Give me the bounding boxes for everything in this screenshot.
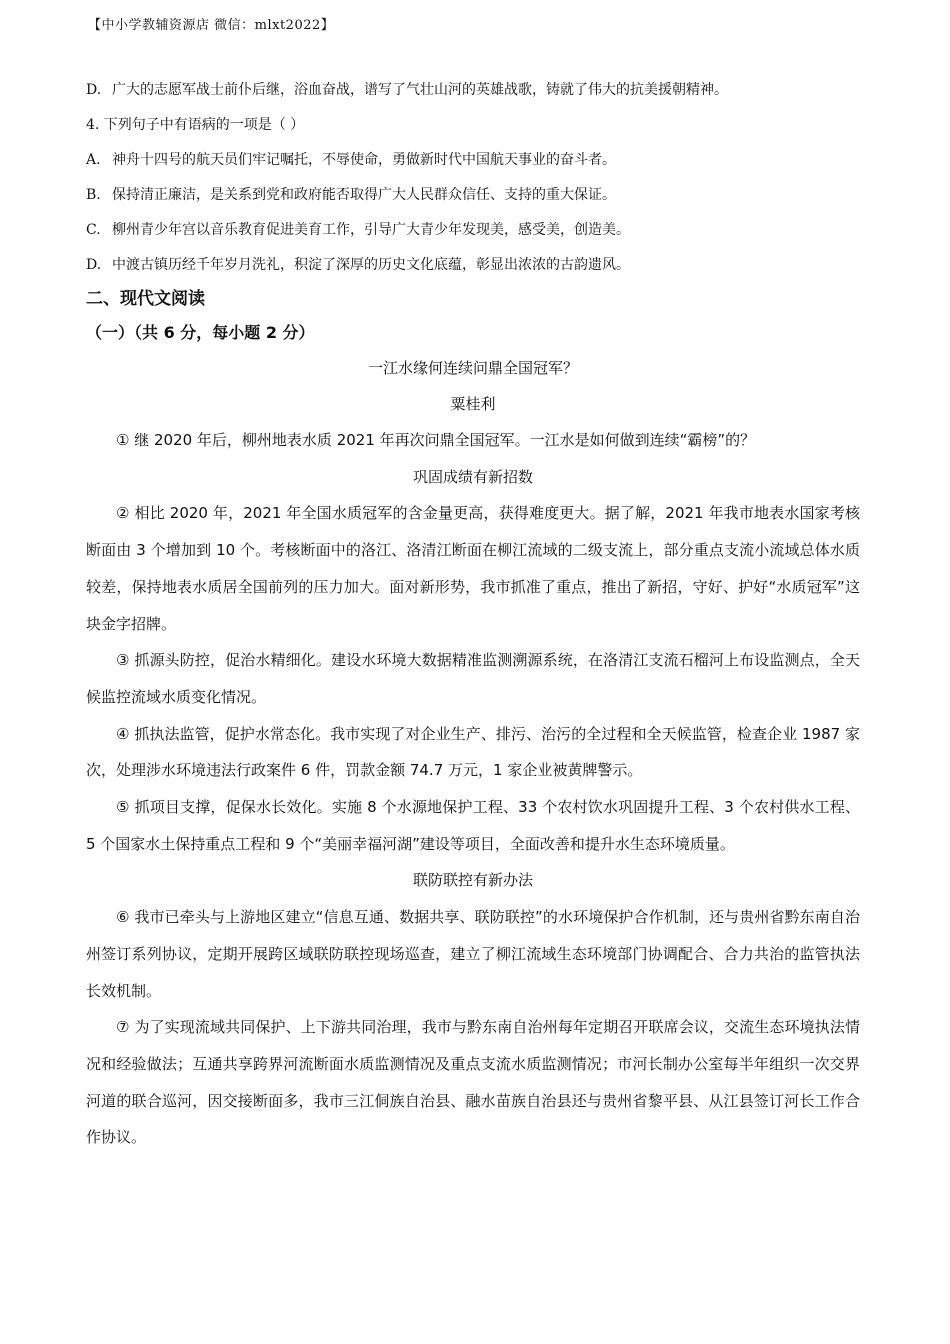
option-text: 柳州青少年宫以音乐教育促进美育工作，引导广大青少年发现美，感受美，创造美。	[112, 222, 630, 238]
option-text: 中渡古镇历经千年岁月洗礼，积淀了深厚的历史文化底蕴，彰显出浓浓的古韵遗风。	[112, 257, 630, 273]
option-letter: C.	[86, 222, 101, 238]
article-paragraph-2: ② 相比 2020 年，2021 年全国水质冠军的含金量更高，获得难度更大。据了解，2021 年我市地表水国家考核断面由 3 个增加到 10 个。考核断面中的洛江、洛清江断面在柳江流域的二级支流上，部分重点支流小流域总体水质较差，保持地表水质居全国前列的压力加大。面对新形势，我市抓准了重点，推出了新招，守好、护好“水质冠军”这块金字招牌。	[86, 504, 860, 633]
document-body	[86, 80, 860, 1156]
question-4-option-b	[86, 185, 860, 205]
article-author: 粟桂利	[450, 395, 496, 413]
question-4-option-a	[86, 150, 860, 170]
option-letter: D.	[86, 82, 102, 98]
article-paragraph-7: ⑦ 为了实现流域共同保护、上下游共同治理，我市与黔东南自治州每年定期召开联席会议，交流生态环境执法情况和经验做法；互通共享跨界河流断面水质监测情况及重点支流水质监测情况；市河长制办公室每半年组织一次交界河道的联合巡河，因交接断面多，我市三江侗族自治县、融水苗族自治县还与贵州省黎平县、从江县签订河长工作合作协议。	[86, 1018, 860, 1147]
option-text: 保持清正廉洁，是关系到党和政府能否取得广大人民群众信任、支持的重大保证。	[112, 187, 616, 203]
page-header: 【中小学教辅资源店 微信：mlxt2022】	[88, 18, 335, 33]
question-4-stem: 4. 下列句子中有语病的一项是（ ）	[86, 117, 305, 133]
article-paragraph-5: ⑤ 抓项目支撑，促保水长效化。实施 8 个水源地保护工程、33 个农村饮水巩固提升工程、3 个农村供水工程、5 个国家水土保持重点工程和 9 个“美丽幸福河湖”建设等项目，全面改善和提升水生态环境质量。	[86, 798, 860, 853]
option-letter: B.	[86, 187, 101, 203]
article-paragraph-1: ① 继 2020 年后，柳州地表水质 2021 年再次问鼎全国冠军。一江水是如何做到连续“霸榜”的？	[116, 431, 756, 449]
article-title: 一江水缘何连续问鼎全国冠军？	[367, 359, 578, 377]
article-heading-1: 巩固成绩有新招数	[412, 467, 533, 486]
section-subtitle: （一）（共 6 分，每小题 2 分）	[86, 323, 315, 342]
article-heading-2: 联防联控有新办法	[412, 871, 533, 890]
article-paragraph-6: ⑥ 我市已牵头与上游地区建立“信息互通、数据共享、联防联控”的水环境保护合作机制，还与贵州省黔东南自治州签订系列协议，定期开展跨区域联防联控现场巡查，建立了柳江流域生态环境部门协调配合、合力共治的监管执法长效机制。	[86, 908, 860, 1000]
question-4-option-c	[86, 220, 860, 240]
option-text: 神舟十四号的航天员们牢记嘱托，不辱使命，勇做新时代中国航天事业的奋斗者。	[112, 152, 616, 168]
article-paragraph-3: ③ 抓源头防控，促治水精细化。建设水环境大数据精准监测溯源系统，在洛清江支流石榴河上布设监测点，全天候监控流域水质变化情况。	[86, 651, 860, 706]
prev-question-option-d	[86, 80, 860, 100]
option-letter: A.	[86, 152, 101, 168]
article-paragraph-4: ④ 抓执法监管，促护水常态化。我市实现了对企业生产、排污、治污的全过程和全天候监管，检查企业 1987 家次，处理涉水环境违法行政案件 6 件，罚款金额 74.7 万元，1 家企业被黄牌警示。	[86, 724, 860, 780]
question-4-option-d	[86, 255, 860, 275]
option-letter: D.	[86, 257, 102, 273]
option-text: 广大的志愿军战士前仆后继，浴血奋战，谱写了气壮山河的英雄战歌，铸就了伟大的抗美援朝精神。	[112, 82, 728, 98]
section-title: 二、现代文阅读	[86, 289, 205, 309]
